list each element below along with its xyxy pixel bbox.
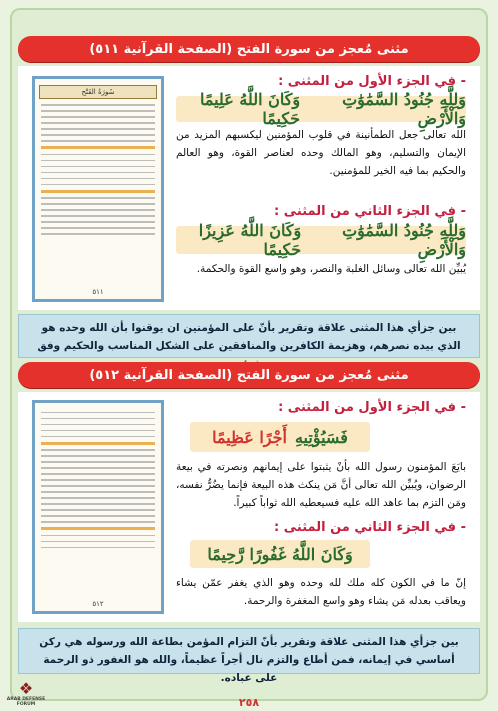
section2-mushaf-page xyxy=(32,400,164,614)
section2-part1-text: بايَعَ المؤمنون رسول الله بأنْ يثبتوا على إيمانهم ونصرته في بيعة الرضوان، ويُبيِّن الله تعالى أنَّ مَن ينكث هذه البيعة فإنما يضُرُّ نفسه، ومَن التزم بما عاهد الله عليه فسيعطيه الله ثواباً كبيراً. xyxy=(176,461,466,509)
forum-logo xyxy=(4,681,48,707)
section1-part2-verse xyxy=(176,221,466,259)
section1-mushaf-title: سُورَةُ الفَتْح xyxy=(39,85,157,99)
section1-part2-verse-tail: وَكَانَ اللَّهُ عَزِيزًا حَكِيمًا xyxy=(198,221,302,259)
section2-summary: بين جزأي هذا المثنى علاقة وتقرير بأنّ التزام المؤمن بطاعة الله ورسوله هي ركن أساسي في إيمانه، فمن أطاع والتزم نال أجراً عظيماً، والله هو الغفور ذو الرحمة على عباده. xyxy=(18,628,480,674)
section2-part2-text: إنّ ما في الكون كله ملك لله وحده وهو الذي يغفر عمّن يشاء ويعاقب بعدله مَن يشاء وهو واسع المغفرة والرحمة. xyxy=(176,577,466,607)
section2-part1-heading: - في الجزء الأول من المثنى : xyxy=(278,400,466,415)
section1-summary: بين جزأي هذا المثنى علاقة وتقرير بأنّ على المؤمنين ان يوقنوا بأن الله وحده هو الذي بيده نصرهم، وهزيمة الكافرين والمنافقين على الشكل المناسب والحكيم وفق xyxy=(18,314,480,358)
section1-mushaf-page-number: ٥١١ xyxy=(92,288,104,296)
section1-part1-verse-main: وَلِلَّهِ جُنُودُ السَّمَٰوَٰتِ وَالْأَرْضِ xyxy=(342,90,466,128)
section2-banner xyxy=(18,362,480,388)
section1-part2-verse-main: وَلِلَّهِ جُنُودُ السَّمَٰوَٰتِ وَالْأَرْضِ xyxy=(342,221,466,259)
section1-part1-text: الله تعالى جعل الطمأنينة في قلوب المؤمنين ليكسبهم المزيد من الإيمان والتسليم، وهو المالك وحده لعناصر القوة، وهو العالم والحكيم بما فيه الخير للمؤمنين. xyxy=(176,129,466,177)
section1-part1-verse xyxy=(176,90,466,128)
section2-mushaf-page-number: ٥١٢ xyxy=(92,600,104,608)
section2-part1-verse xyxy=(190,422,370,452)
section2-banner-text: مثنى مُعجز من سورة الفتح (الصفحة القرآنية ٥١٢) xyxy=(89,367,409,383)
section2-body xyxy=(18,392,480,622)
section1-banner-text: مثنى مُعجز من سورة الفتح (الصفحة القرآنية ٥١١) xyxy=(89,41,409,57)
section2-part2-verse-main: وَكَانَ اللَّهُ غَفُورًا رَّحِيمًا xyxy=(207,544,353,564)
page-number: ٢٥٨ xyxy=(238,696,260,709)
section1-banner xyxy=(18,36,480,62)
section1-part2-heading: - في الجزء الثاني من المثنى : xyxy=(274,204,466,219)
section1-mushaf-page xyxy=(32,76,164,302)
eagle-icon: ❖ xyxy=(18,679,34,698)
section1-part1-verse-tail: وَكَانَ اللَّهُ عَلِيمًا حَكِيمًا xyxy=(199,90,301,128)
section1-part2-text: يُبيِّن الله تعالى وسائل الغلبة والنصر، وهو واسع القوة والحكمة. xyxy=(196,263,466,275)
section2-part1-verse-tail: أَجْرًا عَظِيمًا xyxy=(212,427,287,447)
forum-logo-text: ARAB DEFENSE FORUM xyxy=(6,697,46,707)
section1-body xyxy=(18,66,480,310)
section1-part1-heading: - في الجزء الأول من المثنى : xyxy=(278,74,466,89)
section2-part1-verse-main: فَسَيُؤْتِيهِ xyxy=(294,427,348,447)
section2-part2-verse xyxy=(190,540,370,568)
section2-part2-heading: - في الجزء الثاني من المثنى : xyxy=(274,520,466,535)
